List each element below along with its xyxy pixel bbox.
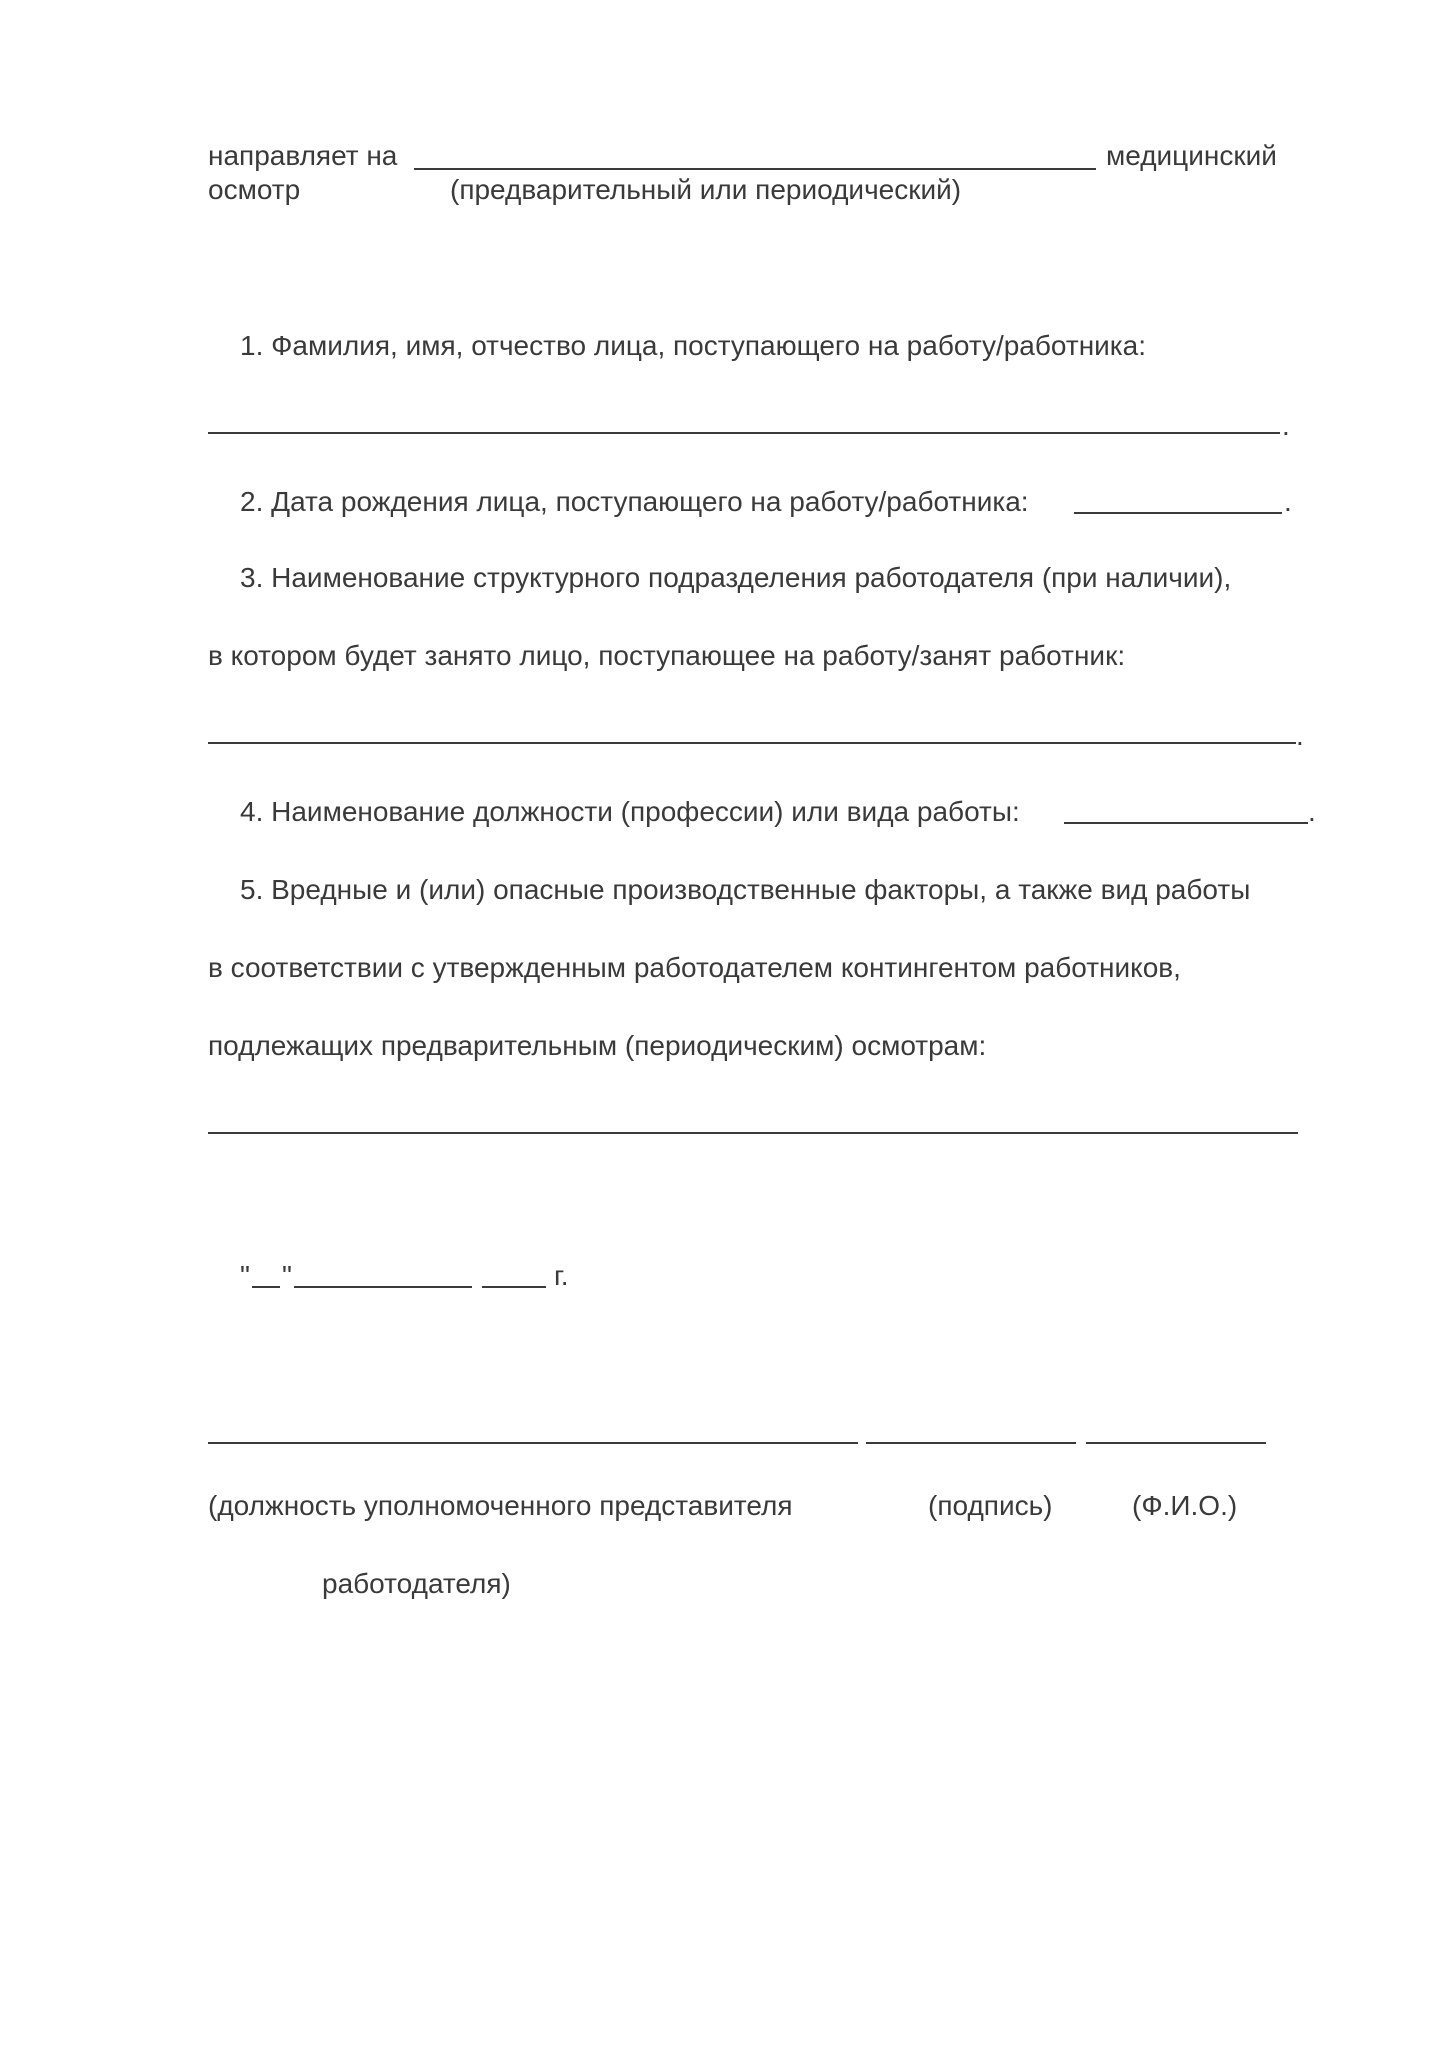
representative-position-field[interactable] [208,1442,858,1444]
item-4-position-label: 4. Наименование должности (профессии) или вида работы: [240,796,1020,827]
representative-position-label-line-1: (должность уполномоченного представителя [208,1490,793,1521]
date-year-suffix: г. [554,1260,569,1291]
full-name-field[interactable] [208,432,1280,434]
item-2-birth-date-label: 2. Дата рождения лица, поступающего на работу/работника: [240,486,1029,517]
item-1-full-name-label: 1. Фамилия, имя, отчество лица, поступающего на работу/работника: [240,330,1147,361]
department-period: . [1296,720,1304,751]
position-period: . [1308,796,1316,827]
position-field[interactable] [1064,822,1308,824]
date-year-field[interactable] [482,1286,546,1288]
directs-to-label: направляет на [208,140,398,171]
hazards-field[interactable] [208,1132,1298,1134]
signature-label: (подпись) [928,1490,1053,1521]
exam-type-hint: (предварительный или периодический) [450,174,962,205]
item-5-hazards-label-line-2: в соответствии с утвержденным работодателем контингентом работников, [208,952,1181,983]
medical-label: медицинский [1106,140,1277,171]
signature-field[interactable] [866,1442,1076,1444]
date-quote-open: " [240,1260,250,1291]
date-quote-close: " [282,1260,292,1291]
item-3-department-label-line-2: в котором будет занято лицо, поступающее на работу/занят работник: [208,640,1126,671]
item-3-department-label-line-1: 3. Наименование структурного подразделения работодателя (при наличии), [240,562,1232,593]
full-name-period: . [1282,410,1290,441]
exam-label: осмотр [208,174,301,205]
birth-date-period: . [1284,486,1292,517]
item-5-hazards-label-line-3: подлежащих предварительным (периодическим) осмотрам: [208,1030,987,1061]
exam-type-field[interactable] [414,168,1096,170]
item-5-hazards-label-line-1: 5. Вредные и (или) опасные производственные факторы, а также вид работы [240,874,1251,905]
date-month-field[interactable] [294,1286,472,1288]
full-name-signature-field[interactable] [1086,1442,1266,1444]
full-name-signature-label: (Ф.И.О.) [1132,1490,1238,1521]
representative-position-label-line-2: работодателя) [322,1568,511,1599]
department-field[interactable] [208,742,1296,744]
date-day-field[interactable] [252,1286,280,1288]
birth-date-field[interactable] [1074,512,1282,514]
